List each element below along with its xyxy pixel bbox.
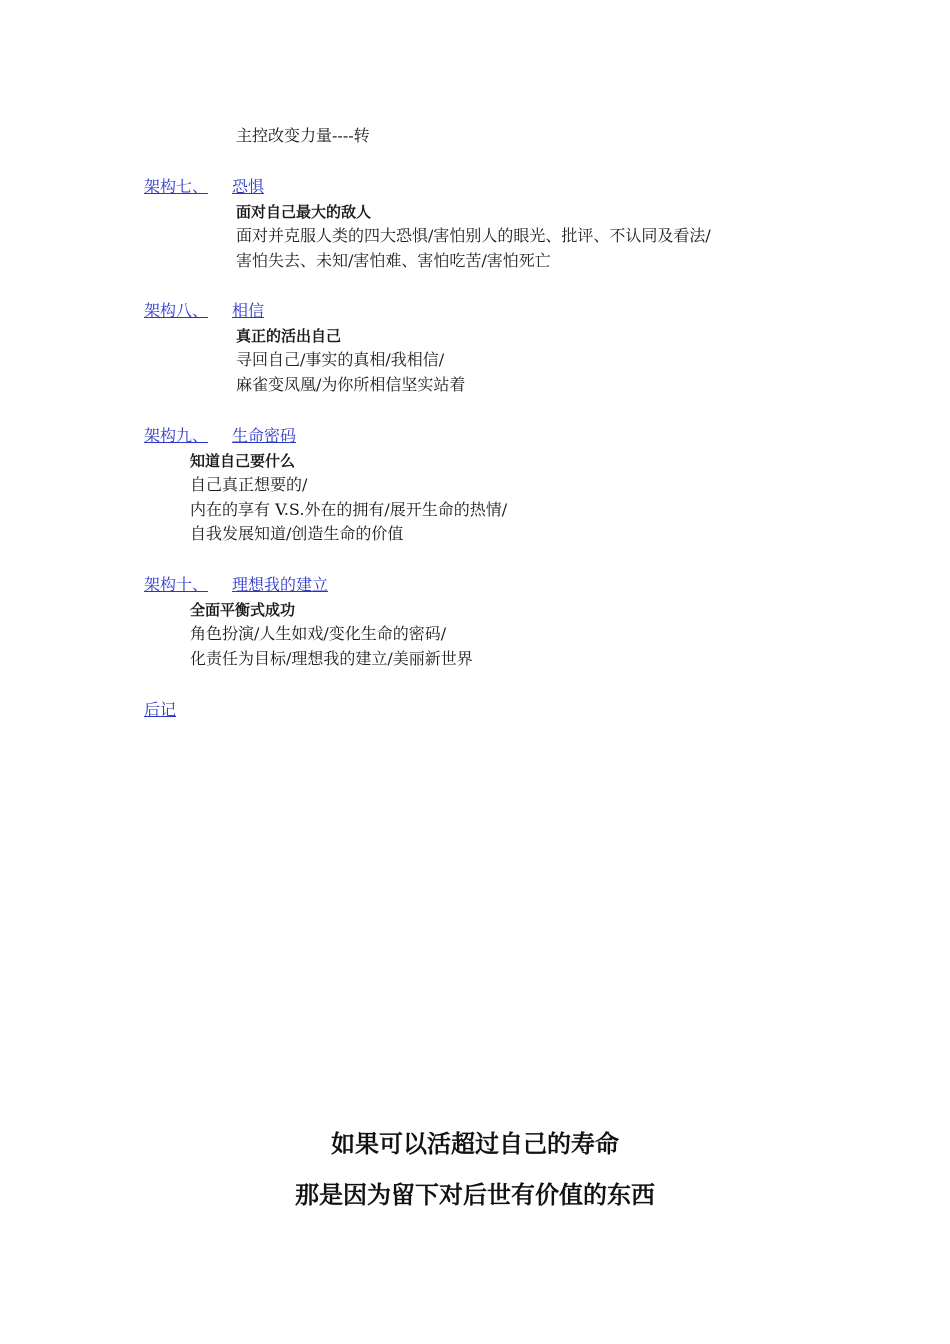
section-7-line-1: 面对并克服人类的四大恐惧/害怕别人的眼光、批评、不认同及看法/ <box>236 226 711 245</box>
toc-link-afterword[interactable]: 后记 <box>144 700 177 719</box>
section-10-line-2: 化责任为目标/理想我的建立/美丽新世界 <box>190 649 473 668</box>
section-10-number: 架构十、 <box>144 575 209 594</box>
toc-link-section-8[interactable] <box>144 301 264 321</box>
section-8-subtitle: 真正的活出自己 <box>236 327 342 345</box>
section-8-line-2: 麻雀变凤凰/为你所相信坚实站着 <box>236 375 466 394</box>
section-8-line-1: 寻回自己/事实的真相/我相信/ <box>236 350 445 369</box>
section-9-number: 架构九、 <box>144 426 209 445</box>
toc-link-section-7[interactable] <box>144 177 264 197</box>
section-7-number: 架构七、 <box>144 177 209 196</box>
section-9-line-1: 自己真正想要的/ <box>190 475 308 494</box>
toc-link-section-9[interactable] <box>144 426 296 446</box>
section-9-title: 生命密码 <box>232 426 297 445</box>
section-7-subtitle: 面对自己最大的敌人 <box>236 203 372 221</box>
section-10-title: 理想我的建立 <box>232 575 329 594</box>
section-9-subtitle: 知道自己要什么 <box>190 452 296 470</box>
section-9-line-2: 内在的享有 V.S.外在的拥有/展开生命的热情/ <box>190 500 508 519</box>
closing-quote-line-2: 那是因为留下对后世有价值的东西 <box>295 1181 655 1209</box>
section-10-line-1: 角色扮演/人生如戏/变化生命的密码/ <box>190 624 447 643</box>
toc-link-section-10[interactable] <box>144 575 328 595</box>
section-7-line-2: 害怕失去、未知/害怕难、害怕吃苦/害怕死亡 <box>236 251 551 270</box>
section-9-line-3: 自我发展知道/创造生命的价值 <box>190 524 404 543</box>
closing-quote-line-1: 如果可以活超过自己的寿命 <box>331 1130 619 1158</box>
section-7-title: 恐惧 <box>232 177 265 196</box>
section-10-subtitle: 全面平衡式成功 <box>190 601 296 619</box>
section-8-number: 架构八、 <box>144 301 209 320</box>
section-8-title: 相信 <box>232 301 265 320</box>
toc-prev-section-tail: 主控改变力量----转 <box>236 126 370 145</box>
